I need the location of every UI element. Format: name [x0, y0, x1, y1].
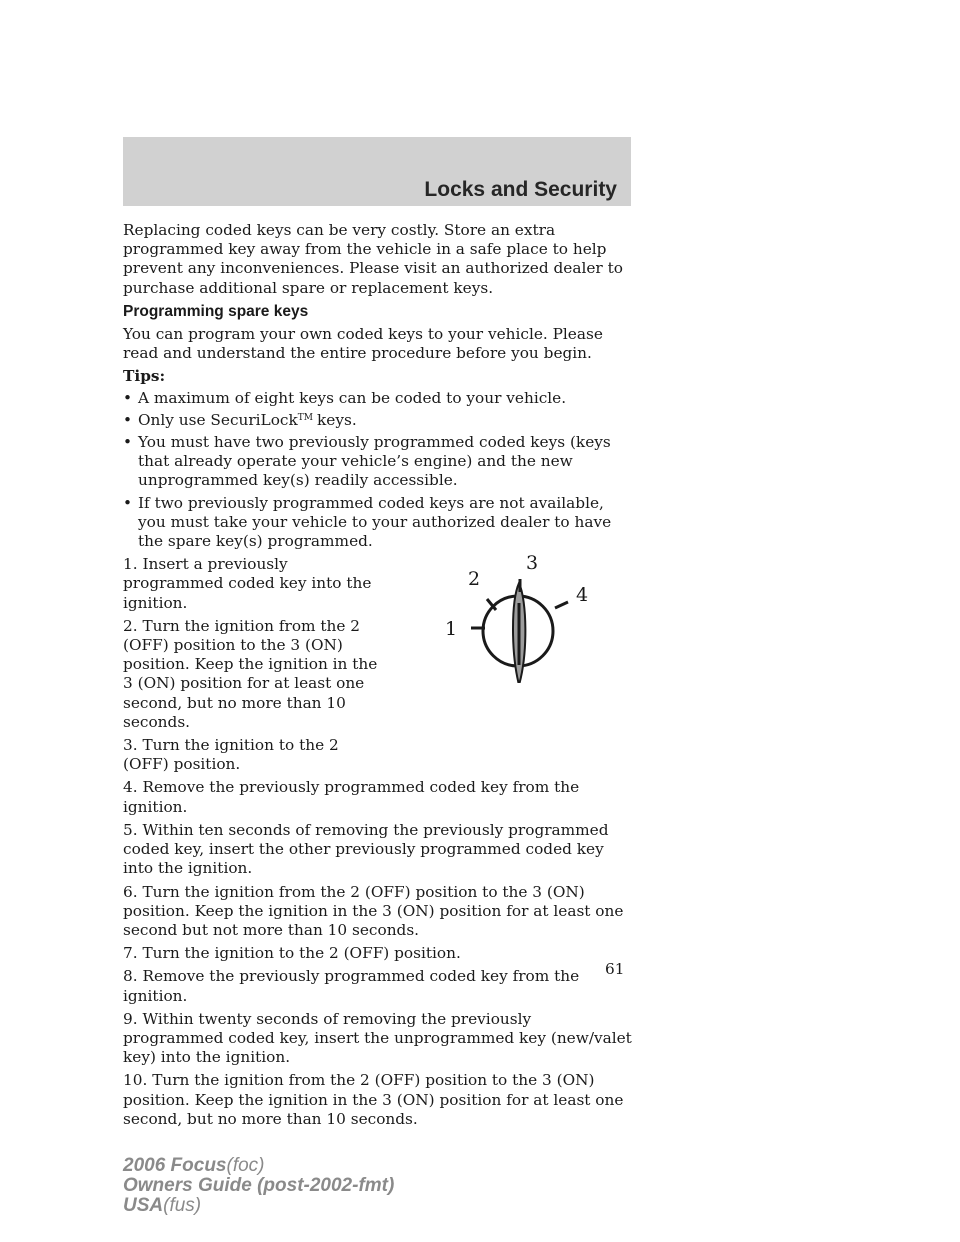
- footer-market-code: (fus): [163, 1195, 202, 1216]
- footer-guide: Owners Guide (post-2002-fmt): [123, 1175, 395, 1196]
- page-number: 61: [605, 960, 625, 978]
- programming-paragraph: You can program your own coded keys to your vehicle. Please read and understand the entire procedure before you begin.: [123, 325, 603, 363]
- step-6: 6. Turn the ignition from the 2 (OFF) position to the 3 (ON) position. Keep the ignition in the 3 (ON) position for at least one second but not more than 10 seconds.: [123, 882, 624, 939]
- tip-text: You must have two previously programmed coded keys (keys that already operate your vehicle’s engine) and the new unprogrammed key(s) readily accessible.: [138, 433, 611, 490]
- step-1: 1. Insert a previously programmed coded key into the ignition.: [123, 555, 372, 612]
- step-9: 9. Within twenty seconds of removing the previously programmed coded key, insert the unprogrammed key (new/valet key) into the ignition.: [123, 1009, 632, 1067]
- section-title: Locks and Security: [424, 178, 617, 201]
- page-content: [123, 221, 635, 1133]
- programming-heading: Programming spare keys: [123, 302, 309, 320]
- step-2: 2. Turn the ignition from the 2 (OFF) position to the 3 (ON) position. Keep the ignition in the 3 (ON) position for at least one second, but no more than 10 seconds.: [123, 616, 378, 731]
- step-10: 10. Turn the ignition from the 2 (OFF) position to the 3 (ON) position. Keep the ignition in the 3 (ON) position for at least one second, but no more than 10 seconds.: [123, 1071, 624, 1128]
- footer-market: USA: [123, 1195, 164, 1216]
- position-4-label: 4: [576, 584, 589, 607]
- position-2-label: 2: [468, 568, 481, 591]
- footer-line-1: [123, 1156, 394, 1176]
- tip-text: Only use SecuriLock: [138, 410, 298, 429]
- steps-column: [123, 555, 388, 774]
- ignition-diagram: [423, 543, 593, 683]
- position-1-label: 1: [445, 618, 458, 641]
- position-4-tick: [555, 602, 568, 608]
- footer-model: 2006 Focus: [123, 1155, 227, 1176]
- footer-line-2: [123, 1176, 394, 1196]
- tip-item: [123, 389, 635, 408]
- tip-text: If two previously programmed coded keys are not available, you must take your vehicle to your authorized dealer to have the spare key(s) programmed.: [138, 493, 612, 551]
- footer-line-3: [123, 1196, 394, 1216]
- position-3-label: 3: [526, 552, 539, 575]
- tip-item: [123, 433, 635, 491]
- section-header-band: [123, 137, 631, 206]
- step-7: 7. Turn the ignition to the 2 (OFF) position.: [123, 944, 461, 963]
- tip-text: keys.: [317, 410, 357, 429]
- step-5: 5. Within ten seconds of removing the previously programmed coded key, insert the other previously programmed coded key into the ignition.: [123, 820, 609, 878]
- step-4: 4. Remove the previously programmed coded key from the ignition.: [123, 778, 580, 816]
- step-3: 3. Turn the ignition to the 2 (OFF) position.: [123, 736, 339, 774]
- step-8: 8. Remove the previously programmed coded key from the ignition.: [123, 967, 580, 1005]
- tips-list: [123, 389, 635, 552]
- ignition-steps-with-diagram: [123, 552, 635, 774]
- tips-label: Tips:: [123, 367, 166, 386]
- intro-paragraph: Replacing coded keys can be very costly. Store an extra programmed key away from the vehicle in a safe place to help prevent any inconveniences. Please visit an authorized dealer to purchase additional spare or replacement keys.: [123, 221, 623, 297]
- tip-text: A maximum of eight keys can be coded to your vehicle.: [138, 388, 567, 407]
- tip-item: [123, 411, 635, 430]
- document-footer: [123, 1156, 394, 1216]
- footer-model-code: (foc): [226, 1155, 265, 1176]
- trademark-mark: TM: [297, 412, 313, 423]
